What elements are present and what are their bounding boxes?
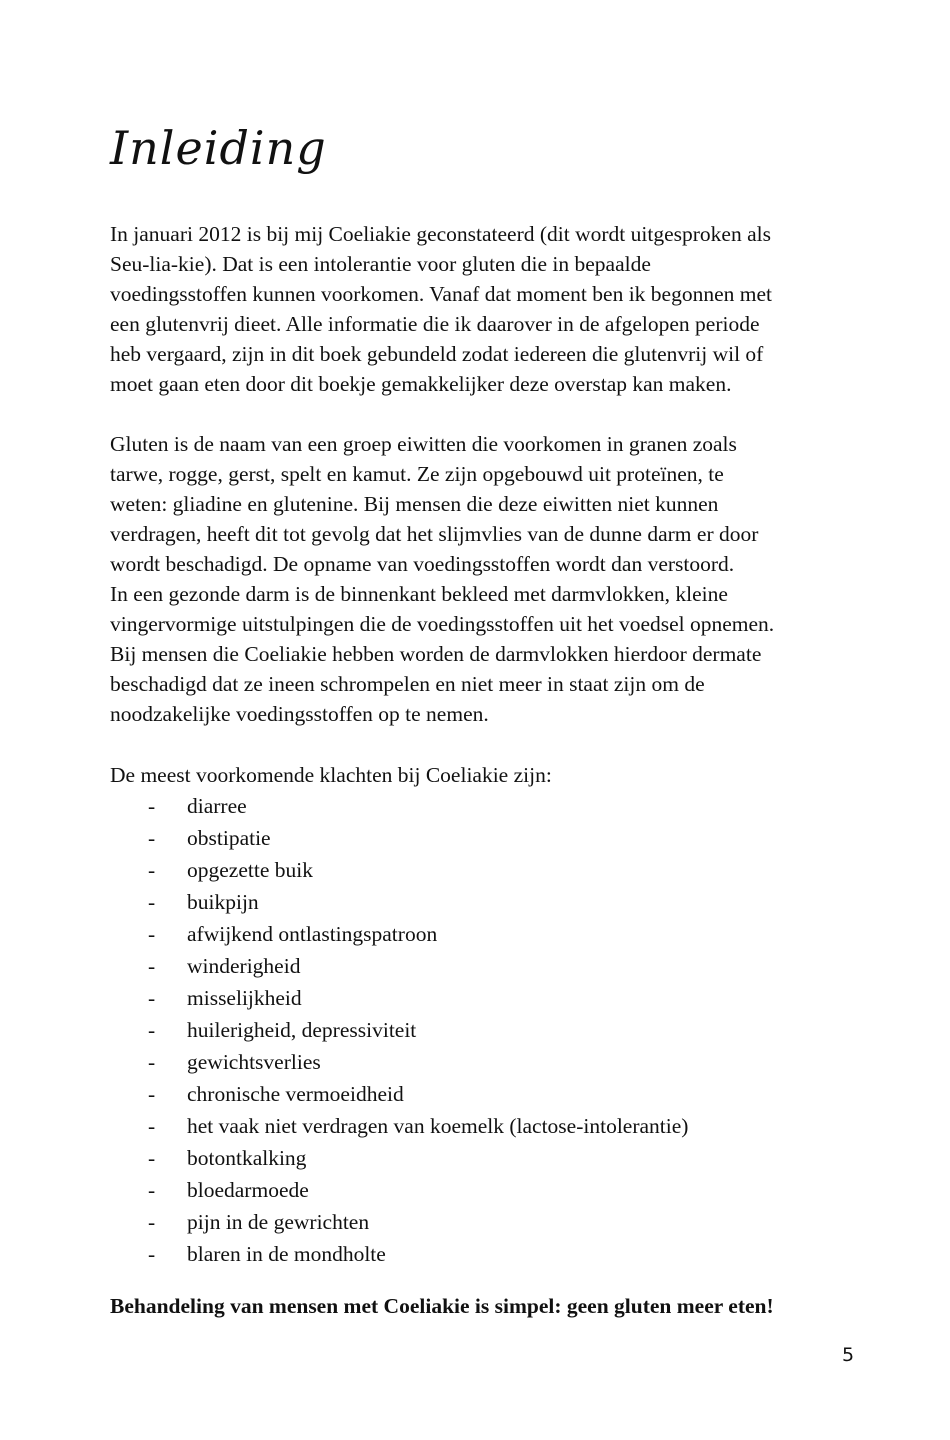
conclusion-statement: Behandeling van mensen met Coeliakie is simpel: geen gluten meer eten! [110,1294,774,1318]
bullet-dash: - [148,858,156,882]
text-line: een glutenvrij dieet. Alle informatie die ik daarover in de afgelopen periode [110,312,760,336]
text-line: Seu-lia-kie). Dat is een intolerantie voor gluten die in bepaalde [110,252,651,276]
bullet-dash: - [148,954,156,978]
gluten-paragraph [110,429,870,729]
bullet-dash: - [148,1178,156,1202]
text-line: Gluten is de naam van een groep eiwitten die voorkomen in granen zoals [110,432,737,456]
text-line: verdragen, heeft dit tot gevolg dat het slijmvlies van de dunne darm er door [110,522,759,546]
text-line: tarwe, rogge, gerst, spelt en kamut. Ze zijn opgebouwd uit proteïnen, te [110,462,724,486]
bullet-dash: - [148,1082,156,1106]
text-line: Bij mensen die Coeliakie hebben worden de darmvlokken hierdoor dermate [110,642,762,666]
list-item-text: winderigheid [187,954,301,978]
list-item-text: pijn in de gewrichten [187,1210,370,1234]
list-item-text: buikpijn [187,890,259,914]
bullet-dash: - [148,986,156,1010]
text-line: voedingsstoffen kunnen voorkomen. Vanaf dat moment ben ik begonnen met [110,282,772,306]
text-line: weten: gliadine en glutenine. Bij mensen die deze eiwitten niet kunnen [110,492,719,516]
intro-paragraph [110,219,870,399]
text-line: In januari 2012 is bij mij Coeliakie geconstateerd (dit wordt uitgesproken als [110,222,771,246]
symptoms-intro [110,760,870,790]
list-item-text: misselijkheid [187,986,302,1010]
bullet-dash: - [148,1242,156,1266]
page-number: 5 [842,1344,855,1366]
bullet-dash: - [148,1114,156,1138]
bullet-dash: - [148,890,156,914]
symptoms-intro-text: De meest voorkomende klachten bij Coeliakie zijn: [110,763,552,787]
list-item-text: opgezette buik [187,858,313,882]
list-item-text: obstipatie [187,826,271,850]
text-line: In een gezonde darm is de binnenkant bekleed met darmvlokken, kleine [110,582,728,606]
text-line: heb vergaard, zijn in dit boek gebundeld zodat iedereen die glutenvrij wil of [110,342,764,366]
list-item-text: blaren in de mondholte [187,1242,386,1266]
list-item-text: diarree [187,794,247,818]
text-line: beschadigd dat ze ineen schrompelen en niet meer in staat zijn om de [110,672,705,696]
list-item-text: botontkalking [187,1146,307,1170]
bullet-dash: - [148,1018,156,1042]
page-title: Inleiding [110,121,327,175]
bullet-dash: - [148,794,156,818]
list-item-text: het vaak niet verdragen van koemelk (lactose-intolerantie) [187,1114,689,1138]
bullet-dash: - [148,922,156,946]
bullet-dash: - [148,826,156,850]
list-item-text: gewichtsverlies [187,1050,321,1074]
bullet-dash: - [148,1050,156,1074]
list-item-text: chronische vermoeidheid [187,1082,404,1106]
list-item-text: huilerigheid, depressiviteit [187,1018,417,1042]
text-line: wordt beschadigd. De opname van voedingsstoffen wordt dan verstoord. [110,552,735,576]
bullet-dash: - [148,1210,156,1234]
bullet-dash: - [148,1146,156,1170]
list-item-text: bloedarmoede [187,1178,309,1202]
text-line: moet gaan eten door dit boekje gemakkelijker deze overstap kan maken. [110,372,732,396]
text-line: noodzakelijke voedingsstoffen op te nemen. [110,702,489,726]
list-item-text: afwijkend ontlastingspatroon [187,922,438,946]
text-line: vingervormige uitstulpingen die de voedingsstoffen uit het voedsel opnemen. [110,612,775,636]
